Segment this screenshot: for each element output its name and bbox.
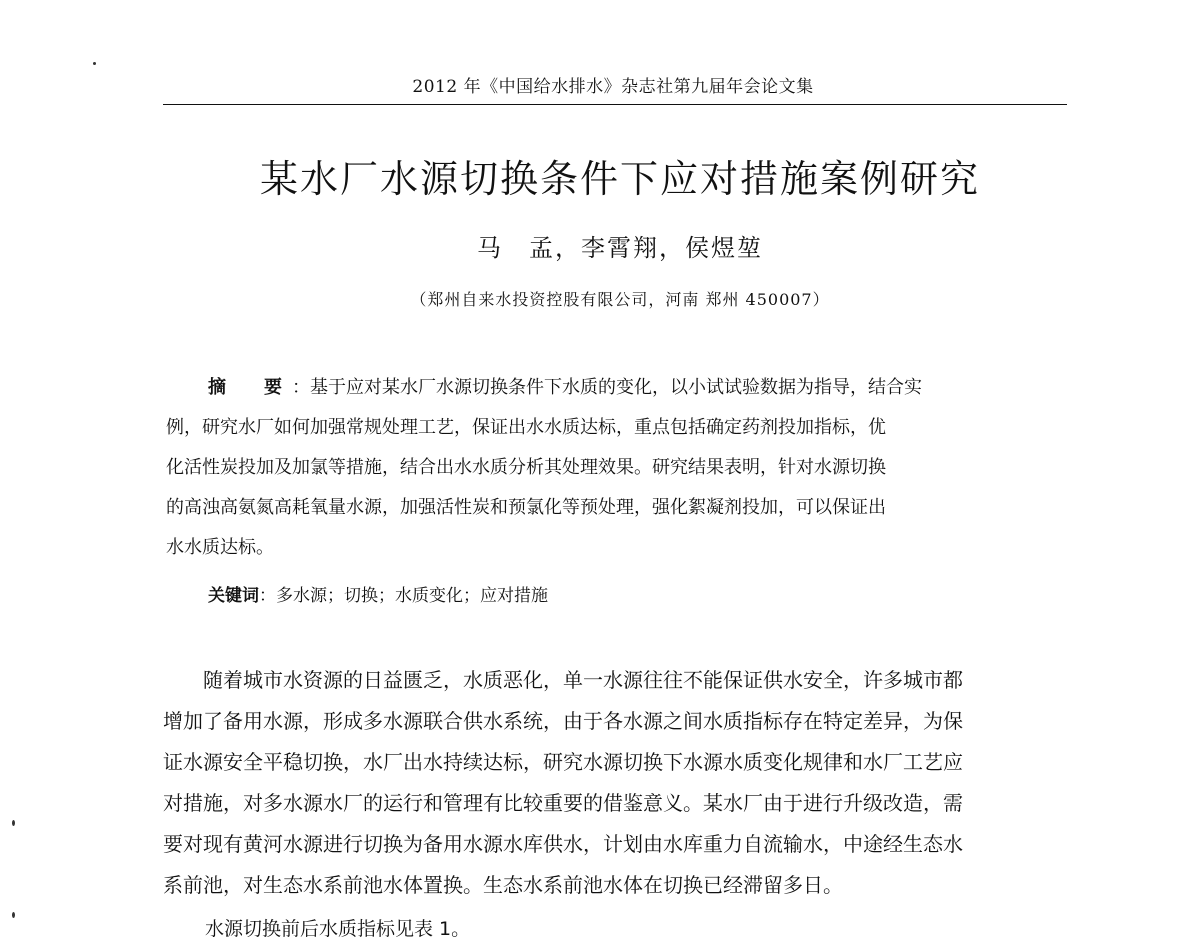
paper-authors: 马 孟，李霄翔，侯煜堃 (477, 234, 763, 262)
abstract-line: 例，研究水厂如何加强常规处理工艺，保证出水水质达标，重点包括确定药剂投加指标，优 (166, 417, 886, 438)
keywords (208, 579, 548, 613)
body-line: 增加了备用水源，形成多水源联合供水系统，由于各水源之间水质指标存在特定差异，为保 (163, 709, 963, 733)
scan-speck (93, 62, 96, 65)
keywords-text: ：多水源；切换；水质变化；应对措施 (259, 586, 548, 606)
body-paragraph (163, 660, 1063, 906)
abstract (166, 368, 1056, 568)
paper-affiliation: （郑州自来水投资控股有限公司，河南 郑州 450007） (410, 290, 830, 309)
abstract-text: ：基于应对某水厂水源切换条件下水质的变化，以小试试验数据为指导，结合实 (292, 377, 922, 398)
body-line: 对措施，对多水源水厂的运行和管理有比较重要的借鉴意义。某水厂由于进行升级改造，需 (163, 791, 963, 815)
keywords-label: 关键词 (208, 586, 259, 606)
scan-speck (12, 912, 15, 918)
abstract-line (166, 368, 1056, 408)
body-line: 系前池，对生态水系前池水体置换。生态水系前池水体在切换已经滞留多日。 (163, 873, 843, 897)
scan-speck (12, 820, 15, 826)
abstract-line: 化活性炭投加及加氯等措施，结合出水水质分析其处理效果。研究结果表明，针对水源切换 (166, 457, 886, 478)
header-rule (163, 104, 1067, 105)
body-line: 随着城市水资源的日益匮乏，水质恶化，单一水源往往不能保证供水安全，许多城市都 (203, 668, 963, 692)
table-reference: 水源切换前后水质指标见表 1。 (205, 918, 471, 940)
body-line: 证水源安全平稳切换，水厂出水持续达标，研究水源切换下水源水质变化规律和水厂工艺应 (163, 750, 963, 774)
abstract-line: 水水质达标。 (166, 537, 274, 558)
proceedings-header: 2012 年《中国给水排水》杂志社第九届年会论文集 (412, 77, 814, 97)
abstract-line: 的高浊高氨氮高耗氧量水源，加强活性炭和预氯化等预处理，强化絮凝剂投加，可以保证出 (166, 497, 886, 518)
paper-title: 某水厂水源切换条件下应对措施案例研究 (259, 157, 980, 201)
body-line: 要对现有黄河水源进行切换为备用水源水库供水，计划由水库重力自流输水，中途经生态水 (163, 832, 963, 856)
abstract-label: 摘 要 (208, 377, 292, 398)
